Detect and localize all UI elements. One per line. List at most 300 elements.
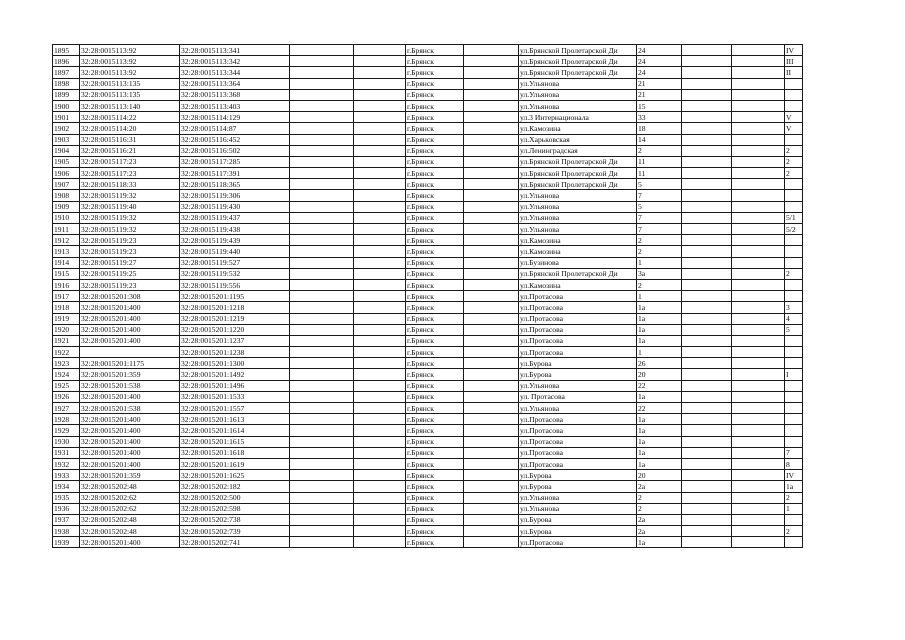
cell-blank1 <box>290 403 354 414</box>
cell-blank3 <box>464 123 519 134</box>
cell-blank1 <box>290 391 354 402</box>
cell-blank4 <box>682 145 732 156</box>
cell-street: ул.Харьковская <box>519 134 637 145</box>
cell-building: 32:28:0015201:1615 <box>180 436 290 447</box>
cell-apartment: 1а <box>785 481 803 492</box>
table-row <box>53 492 803 503</box>
cell-building: 32:28:0015201:1533 <box>180 391 290 402</box>
cell-blank5 <box>732 212 785 223</box>
cell-no: 1938 <box>53 526 80 537</box>
cell-blank4 <box>682 45 732 56</box>
cell-blank1 <box>290 145 354 156</box>
cell-house: 15 <box>637 100 682 111</box>
cell-blank5 <box>732 112 785 123</box>
cell-blank5 <box>732 358 785 369</box>
cell-blank4 <box>682 123 732 134</box>
cell-city: г.Брянск <box>406 302 464 313</box>
cell-parcel: 32:28:0015119:23 <box>80 235 180 246</box>
cell-street: ул.Бурова <box>519 481 637 492</box>
cell-building: 32:28:0015113:341 <box>180 45 290 56</box>
cell-blank2 <box>354 324 406 335</box>
table-row <box>53 134 803 145</box>
cell-blank4 <box>682 201 732 212</box>
cell-parcel: 32:28:0015119:32 <box>80 190 180 201</box>
cell-blank4 <box>682 537 732 548</box>
cell-blank4 <box>682 436 732 447</box>
cell-no: 1924 <box>53 369 80 380</box>
table-row <box>53 347 803 358</box>
cell-blank5 <box>732 257 785 268</box>
cell-street: ул.Ленинградская <box>519 145 637 156</box>
cell-parcel: 32:28:0015119:40 <box>80 201 180 212</box>
table-row <box>53 235 803 246</box>
cell-building: 32:28:0015119:556 <box>180 279 290 290</box>
cell-street: ул.Брянской Пролетарской Ди <box>519 268 637 279</box>
cell-house: 2 <box>637 503 682 514</box>
cell-house: 1а <box>637 391 682 402</box>
cell-no: 1895 <box>53 45 80 56</box>
cell-blank1 <box>290 279 354 290</box>
cell-street: ул.Бузинова <box>519 257 637 268</box>
cell-apartment <box>785 235 803 246</box>
cell-blank4 <box>682 358 732 369</box>
cell-parcel: 32:28:0015118:33 <box>80 179 180 190</box>
cell-blank3 <box>464 201 519 212</box>
cell-street: ул.Камозина <box>519 235 637 246</box>
cell-street: ул.Бурова <box>519 526 637 537</box>
cell-blank1 <box>290 503 354 514</box>
cell-street: ул.Протасова <box>519 436 637 447</box>
cell-building: 32:28:0015202:739 <box>180 526 290 537</box>
cell-apartment: V <box>785 123 803 134</box>
cell-blank3 <box>464 291 519 302</box>
cell-street: ул.Брянской Пролетарской Ди <box>519 179 637 190</box>
cell-blank1 <box>290 358 354 369</box>
cell-blank5 <box>732 537 785 548</box>
cell-blank2 <box>354 335 406 346</box>
cell-house: 26 <box>637 358 682 369</box>
cell-blank4 <box>682 179 732 190</box>
cell-no: 1897 <box>53 67 80 78</box>
cell-house: 3а <box>637 268 682 279</box>
cell-building: 32:28:0015117:285 <box>180 156 290 167</box>
table-row <box>53 156 803 167</box>
table-row <box>53 391 803 402</box>
cell-city: г.Брянск <box>406 168 464 179</box>
cell-no: 1936 <box>53 503 80 514</box>
cell-parcel: 32:28:0015201:400 <box>80 391 180 402</box>
cell-street: ул.Ульянова <box>519 380 637 391</box>
cell-building: 32:28:0015201:1195 <box>180 291 290 302</box>
cell-blank3 <box>464 369 519 380</box>
cell-parcel: 32:28:0015201:359 <box>80 369 180 380</box>
cell-apartment <box>785 201 803 212</box>
cell-parcel: 32:28:0015202:48 <box>80 514 180 525</box>
cell-building: 32:28:0015202:598 <box>180 503 290 514</box>
cell-street: ул.Протасова <box>519 458 637 469</box>
cell-street: ул.Ульянова <box>519 89 637 100</box>
cell-blank2 <box>354 257 406 268</box>
cell-blank3 <box>464 391 519 402</box>
cell-blank2 <box>354 492 406 503</box>
cell-city: г.Брянск <box>406 179 464 190</box>
table-body <box>53 45 803 548</box>
cell-apartment <box>785 537 803 548</box>
cell-blank1 <box>290 100 354 111</box>
cell-building: 32:28:0015117:391 <box>180 168 290 179</box>
cell-street: ул.Брянской Пролетарской Ди <box>519 67 637 78</box>
cell-blank2 <box>354 391 406 402</box>
cell-no: 1912 <box>53 235 80 246</box>
cell-blank5 <box>732 503 785 514</box>
cell-no: 1915 <box>53 268 80 279</box>
cell-blank2 <box>354 470 406 481</box>
cell-blank3 <box>464 246 519 257</box>
cell-blank3 <box>464 470 519 481</box>
cell-blank1 <box>290 134 354 145</box>
cell-apartment: 5/2 <box>785 224 803 235</box>
cell-city: г.Брянск <box>406 358 464 369</box>
cell-building: 32:28:0015202:500 <box>180 492 290 503</box>
cell-building: 32:28:0015119:440 <box>180 246 290 257</box>
cell-blank4 <box>682 67 732 78</box>
cell-parcel: 32:28:0015114:22 <box>80 112 180 123</box>
cell-house: 5 <box>637 201 682 212</box>
cell-blank3 <box>464 380 519 391</box>
cell-no: 1906 <box>53 168 80 179</box>
cell-building: 32:28:0015201:1238 <box>180 347 290 358</box>
cell-blank2 <box>354 313 406 324</box>
table-row <box>53 123 803 134</box>
cell-street: ул.Ульянова <box>519 403 637 414</box>
cell-city: г.Брянск <box>406 313 464 324</box>
cell-blank4 <box>682 168 732 179</box>
cell-blank5 <box>732 391 785 402</box>
cell-building: 32:28:0015201:1625 <box>180 470 290 481</box>
cell-blank5 <box>732 145 785 156</box>
cell-city: г.Брянск <box>406 526 464 537</box>
cell-blank2 <box>354 145 406 156</box>
cell-apartment: 1 <box>785 503 803 514</box>
cell-house: 21 <box>637 78 682 89</box>
cell-parcel: 32:28:0015201:400 <box>80 324 180 335</box>
cell-parcel: 32:28:0015201:400 <box>80 335 180 346</box>
cell-street: ул.Ульянова <box>519 190 637 201</box>
cell-building: 32:28:0015201:1496 <box>180 380 290 391</box>
cell-city: г.Брянск <box>406 537 464 548</box>
cell-parcel: 32:28:0015201:538 <box>80 403 180 414</box>
cell-parcel: 32:28:0015116:21 <box>80 145 180 156</box>
cell-parcel: 32:28:0015113:92 <box>80 45 180 56</box>
cell-building: 32:28:0015119:430 <box>180 201 290 212</box>
cell-apartment <box>785 335 803 346</box>
table-row <box>53 112 803 123</box>
table-row <box>53 403 803 414</box>
cell-apartment <box>785 78 803 89</box>
cell-blank2 <box>354 89 406 100</box>
cell-apartment <box>785 100 803 111</box>
cell-blank2 <box>354 279 406 290</box>
cell-building: 32:28:0015119:438 <box>180 224 290 235</box>
cell-street: ул.Бурова <box>519 514 637 525</box>
cell-parcel: 32:28:0015119:27 <box>80 257 180 268</box>
cell-house: 24 <box>637 67 682 78</box>
cell-blank5 <box>732 347 785 358</box>
table-row <box>53 313 803 324</box>
cell-apartment <box>785 347 803 358</box>
cell-apartment: 2 <box>785 156 803 167</box>
cell-blank5 <box>732 100 785 111</box>
cell-street: ул.Протасова <box>519 302 637 313</box>
cell-blank3 <box>464 347 519 358</box>
cell-blank2 <box>354 67 406 78</box>
cell-blank4 <box>682 224 732 235</box>
cell-street: ул.Протасова <box>519 313 637 324</box>
cell-blank1 <box>290 190 354 201</box>
cell-building: 32:28:0015201:1219 <box>180 313 290 324</box>
cell-blank3 <box>464 537 519 548</box>
cell-blank5 <box>732 179 785 190</box>
cell-city: г.Брянск <box>406 190 464 201</box>
cell-apartment: 2 <box>785 526 803 537</box>
cell-street: ул.Камозина <box>519 123 637 134</box>
cell-blank1 <box>290 526 354 537</box>
cell-parcel: 32:28:0015201:308 <box>80 291 180 302</box>
cell-parcel: 32:28:0015119:23 <box>80 279 180 290</box>
cell-blank1 <box>290 347 354 358</box>
table-row <box>53 302 803 313</box>
cell-no: 1896 <box>53 56 80 67</box>
cell-house: 7 <box>637 212 682 223</box>
cell-blank1 <box>290 156 354 167</box>
cell-blank2 <box>354 403 406 414</box>
cell-apartment <box>785 403 803 414</box>
cell-blank5 <box>732 470 785 481</box>
table-row <box>53 369 803 380</box>
cell-building: 32:28:0015116:452 <box>180 134 290 145</box>
cell-blank4 <box>682 246 732 257</box>
cell-blank4 <box>682 458 732 469</box>
cell-blank2 <box>354 425 406 436</box>
cell-blank2 <box>354 537 406 548</box>
cell-city: г.Брянск <box>406 67 464 78</box>
cell-blank2 <box>354 134 406 145</box>
cell-blank3 <box>464 279 519 290</box>
cell-apartment <box>785 257 803 268</box>
table-row <box>53 45 803 56</box>
cell-blank4 <box>682 481 732 492</box>
cell-parcel <box>80 347 180 358</box>
cell-city: г.Брянск <box>406 380 464 391</box>
cell-blank1 <box>290 235 354 246</box>
cell-building: 32:28:0015201:1300 <box>180 358 290 369</box>
table-row <box>53 526 803 537</box>
cell-building: 32:28:0015201:1614 <box>180 425 290 436</box>
cell-no: 1927 <box>53 403 80 414</box>
cell-blank4 <box>682 212 732 223</box>
cell-parcel: 32:28:0015117:23 <box>80 168 180 179</box>
table-row <box>53 100 803 111</box>
cell-blank4 <box>682 391 732 402</box>
cell-blank3 <box>464 324 519 335</box>
cell-blank1 <box>290 514 354 525</box>
cell-parcel: 32:28:0015113:92 <box>80 56 180 67</box>
cell-blank4 <box>682 369 732 380</box>
cell-blank3 <box>464 313 519 324</box>
cell-house: 18 <box>637 123 682 134</box>
cell-no: 1918 <box>53 302 80 313</box>
cell-house: 11 <box>637 156 682 167</box>
cell-no: 1917 <box>53 291 80 302</box>
cell-blank1 <box>290 123 354 134</box>
cell-building: 32:28:0015201:1613 <box>180 414 290 425</box>
cell-no: 1913 <box>53 246 80 257</box>
cell-blank5 <box>732 201 785 212</box>
table-row <box>53 537 803 548</box>
cell-blank5 <box>732 235 785 246</box>
cell-city: г.Брянск <box>406 112 464 123</box>
cell-apartment <box>785 89 803 100</box>
cell-city: г.Брянск <box>406 134 464 145</box>
cell-blank5 <box>732 447 785 458</box>
table-row <box>53 514 803 525</box>
cell-street: ул.Протасова <box>519 414 637 425</box>
cell-apartment <box>785 358 803 369</box>
table-row <box>53 246 803 257</box>
table-row <box>53 224 803 235</box>
cell-house: 5 <box>637 179 682 190</box>
cell-city: г.Брянск <box>406 403 464 414</box>
cell-apartment <box>785 134 803 145</box>
cell-blank5 <box>732 514 785 525</box>
cell-house: 22 <box>637 380 682 391</box>
cell-blank4 <box>682 100 732 111</box>
table-row <box>53 190 803 201</box>
cell-building: 32:28:0015113:364 <box>180 78 290 89</box>
cell-parcel: 32:28:0015114:20 <box>80 123 180 134</box>
cell-parcel: 32:28:0015201:400 <box>80 537 180 548</box>
cell-street: ул.Ульянова <box>519 100 637 111</box>
cell-blank4 <box>682 56 732 67</box>
cell-blank1 <box>290 302 354 313</box>
cell-blank2 <box>354 347 406 358</box>
cell-blank2 <box>354 380 406 391</box>
cell-blank1 <box>290 78 354 89</box>
cell-blank4 <box>682 425 732 436</box>
cell-blank1 <box>290 414 354 425</box>
cell-no: 1905 <box>53 156 80 167</box>
cell-house: 1 <box>637 291 682 302</box>
cell-apartment <box>785 179 803 190</box>
cell-blank5 <box>732 492 785 503</box>
cell-building: 32:28:0015201:1218 <box>180 302 290 313</box>
cell-building: 32:28:0015114:87 <box>180 123 290 134</box>
cell-parcel: 32:28:0015201:400 <box>80 458 180 469</box>
cell-city: г.Брянск <box>406 56 464 67</box>
cell-blank1 <box>290 492 354 503</box>
cell-blank3 <box>464 89 519 100</box>
cell-blank2 <box>354 112 406 123</box>
cell-street: ул.Протасова <box>519 347 637 358</box>
cell-blank1 <box>290 436 354 447</box>
table-row <box>53 168 803 179</box>
cell-blank3 <box>464 526 519 537</box>
cell-blank4 <box>682 156 732 167</box>
cell-blank3 <box>464 190 519 201</box>
cell-city: г.Брянск <box>406 100 464 111</box>
cell-city: г.Брянск <box>406 246 464 257</box>
cell-blank1 <box>290 246 354 257</box>
cell-blank5 <box>732 302 785 313</box>
cell-blank1 <box>290 179 354 190</box>
cell-house: 1а <box>637 302 682 313</box>
cell-house: 2 <box>637 145 682 156</box>
cell-parcel: 32:28:0015202:48 <box>80 526 180 537</box>
cell-street: ул.Ульянова <box>519 201 637 212</box>
table-row <box>53 358 803 369</box>
cell-blank2 <box>354 235 406 246</box>
cell-city: г.Брянск <box>406 201 464 212</box>
cell-parcel: 32:28:0015113:135 <box>80 78 180 89</box>
cell-no: 1930 <box>53 436 80 447</box>
cell-building: 32:28:0015116:502 <box>180 145 290 156</box>
cell-parcel: 32:28:0015201:400 <box>80 313 180 324</box>
cell-blank5 <box>732 425 785 436</box>
cell-blank3 <box>464 458 519 469</box>
cell-street: ул.Брянской Пролетарской Ди <box>519 45 637 56</box>
cell-parcel: 32:28:0015113:92 <box>80 67 180 78</box>
cell-apartment: III <box>785 56 803 67</box>
cell-house: 11 <box>637 168 682 179</box>
cell-no: 1900 <box>53 100 80 111</box>
cell-building: 32:28:0015118:365 <box>180 179 290 190</box>
cell-blank3 <box>464 145 519 156</box>
cell-blank3 <box>464 78 519 89</box>
cell-blank1 <box>290 481 354 492</box>
cell-no: 1926 <box>53 391 80 402</box>
cell-house: 2а <box>637 481 682 492</box>
cell-blank4 <box>682 268 732 279</box>
cell-blank2 <box>354 78 406 89</box>
cell-blank2 <box>354 526 406 537</box>
cell-blank4 <box>682 190 732 201</box>
cell-blank3 <box>464 335 519 346</box>
cell-blank2 <box>354 369 406 380</box>
cell-blank1 <box>290 313 354 324</box>
cell-house: 20 <box>637 369 682 380</box>
cell-city: г.Брянск <box>406 257 464 268</box>
cell-blank2 <box>354 100 406 111</box>
cell-house: 21 <box>637 89 682 100</box>
table-row <box>53 179 803 190</box>
cell-blank2 <box>354 56 406 67</box>
cell-blank4 <box>682 447 732 458</box>
cell-apartment <box>785 414 803 425</box>
cell-city: г.Брянск <box>406 45 464 56</box>
cell-blank5 <box>732 369 785 380</box>
cell-building: 32:28:0015201:1618 <box>180 447 290 458</box>
cell-blank1 <box>290 447 354 458</box>
cell-house: 1а <box>637 537 682 548</box>
cell-street: ул.Ульянова <box>519 224 637 235</box>
cell-blank4 <box>682 514 732 525</box>
cell-blank1 <box>290 458 354 469</box>
cell-blank2 <box>354 246 406 257</box>
cell-blank2 <box>354 123 406 134</box>
cell-street: ул.Ульянова <box>519 503 637 514</box>
cell-city: г.Брянск <box>406 447 464 458</box>
cell-street: ул.Протасова <box>519 537 637 548</box>
